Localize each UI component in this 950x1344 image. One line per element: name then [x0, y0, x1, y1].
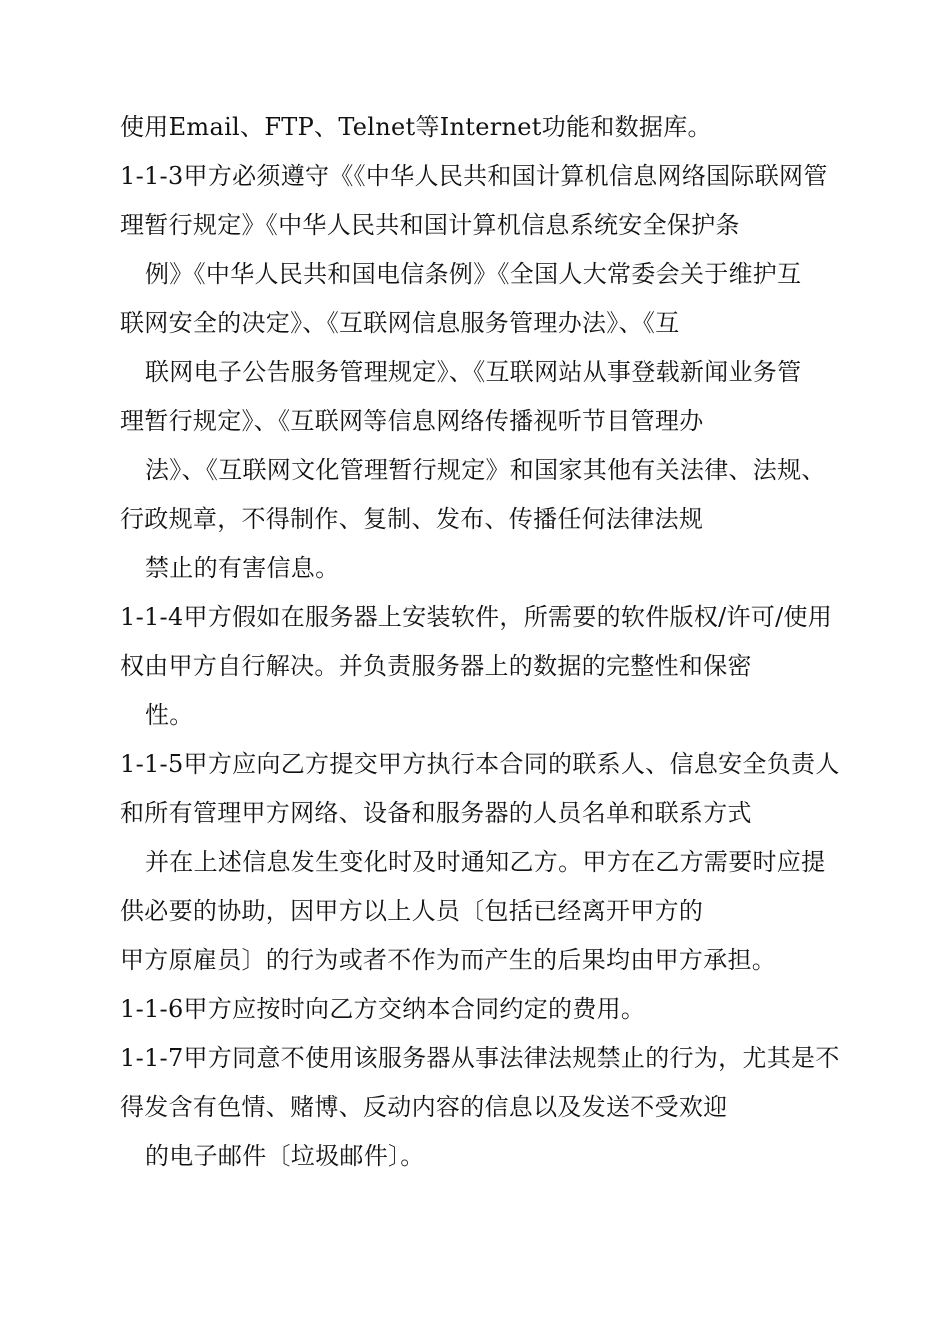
text-line: 1-1-3甲方必须遵守《《中华人民共和国计算机信息网络国际联网管	[120, 162, 828, 190]
text-line: 1-1-5甲方应向乙方提交甲方执行本合同的联系人、信息安全负责人	[120, 750, 840, 778]
text-line: 行政规章，不得制作、复制、发布、传播任何法律法规	[120, 505, 704, 533]
text-line: 1-1-7甲方同意不使用该服务器从事法律法规禁止的行为，尤其是不	[120, 1044, 840, 1072]
text-line: 理暂行规定》、《互联网等信息网络传播视听节目管理办	[120, 407, 704, 435]
text-line: 理暂行规定》《中华人民共和国计算机信息系统安全保护条	[120, 211, 740, 239]
text-line: 法》、《互联网文化管理暂行规定》和国家其他有关法律、法规、	[145, 456, 826, 484]
text-line: 联网电子公告服务管理规定》、《互联网站从事登载新闻业务管	[145, 358, 802, 386]
text-line: 和所有管理甲方网络、设备和服务器的人员名单和联系方式	[120, 799, 752, 827]
text-line: 供必要的协助，因甲方以上人员〔包括已经离开甲方的	[120, 897, 704, 925]
text-line: 例》《中华人民共和国电信条例》《全国人大常委会关于维护互	[145, 260, 802, 288]
text-line: 并在上述信息发生变化时及时通知乙方。甲方在乙方需要时应提	[145, 848, 826, 876]
text-line: 甲方原雇员〕的行为或者不作为而产生的后果均由甲方承担。	[120, 946, 777, 974]
text-line: 1-1-4甲方假如在服务器上安装软件，所需要的软件版权/许可/使用	[120, 603, 833, 631]
text-line: 性。	[145, 701, 194, 729]
text-line: 1-1-6甲方应按时向乙方交纳本合同约定的费用。	[120, 995, 646, 1023]
text-line: 禁止的有害信息。	[145, 554, 340, 582]
text-line: 权由甲方自行解决。并负责服务器上的数据的完整性和保密	[120, 652, 752, 680]
text-line: 使用Email、FTP、Telnet等Internet功能和数据库。	[120, 113, 712, 141]
text-line: 联网安全的决定》、《互联网信息服务管理办法》、《互	[120, 309, 680, 337]
text-line: 的电子邮件〔垃圾邮件〕。	[145, 1142, 425, 1170]
text-line: 得发含有色情、赌博、反动内容的信息以及发送不受欢迎	[120, 1093, 728, 1121]
